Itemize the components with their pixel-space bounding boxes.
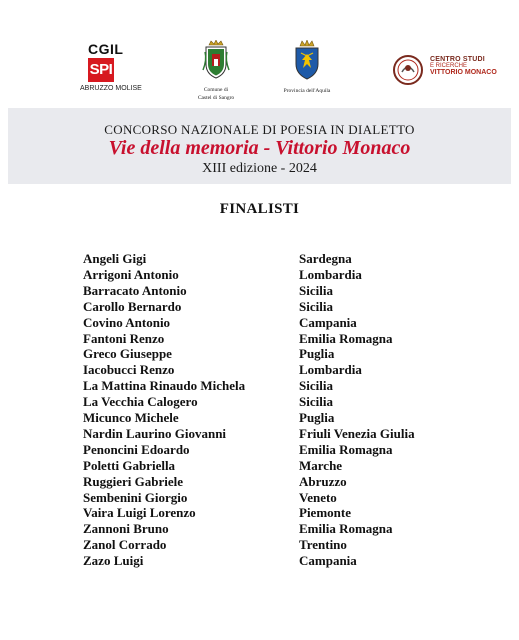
finalist-name: Sembenini Giorgio — [83, 489, 188, 505]
finalist-name: Nardin Laurino Giovanni — [83, 425, 227, 441]
list-item — [0, 521, 519, 537]
finalist-region: Emilia Romagna — [299, 441, 393, 457]
list-item — [0, 378, 519, 394]
comune-caption-2: Castel di Sangro — [197, 95, 235, 101]
logo-strip — [0, 38, 519, 101]
finalist-region: Veneto — [299, 489, 337, 505]
list-item — [0, 283, 519, 299]
provincia-aquila-logo — [278, 40, 336, 94]
finalist-region: Abruzzo — [299, 473, 347, 489]
finalist-region: Emilia Romagna — [299, 330, 393, 346]
finalist-region: Puglia — [299, 410, 335, 425]
finalist-name: Penoncini Edoardo — [83, 441, 190, 457]
centro-studi-logo — [392, 54, 502, 84]
finalist-name: Carollo Bernardo — [83, 298, 182, 314]
finalist-name: Micunco Michele — [83, 410, 179, 425]
finalist-region: Sardegna — [299, 251, 352, 266]
list-item — [0, 426, 519, 442]
list-item — [0, 346, 519, 362]
finalist-region: Lombardia — [299, 362, 362, 378]
title-banner — [8, 108, 511, 184]
finalist-region: Campania — [299, 314, 357, 330]
finalist-name: Zazo Luigi — [83, 553, 144, 569]
cgil-region-label: ABRUZZO MOLISE — [80, 85, 142, 92]
finalist-name: Zanol Corrado — [83, 537, 167, 553]
spi-badge: SPI — [88, 58, 114, 82]
list-item — [0, 505, 519, 521]
cgil-wordmark: CGIL — [88, 41, 124, 57]
cgil-spi-logo — [80, 42, 142, 92]
list-item — [0, 251, 519, 267]
list-item — [0, 553, 519, 569]
finalist-region: Sicilia — [299, 282, 333, 298]
finalist-region: Sicilia — [299, 298, 333, 314]
list-item — [0, 299, 519, 315]
list-item — [0, 394, 519, 410]
list-item — [0, 490, 519, 506]
finalist-name: Iacobucci Renzo — [83, 362, 175, 378]
finalists-heading: FINALISTI — [219, 201, 300, 217]
list-item — [0, 537, 519, 553]
finalist-name: Poletti Gabriella — [83, 457, 176, 473]
finalist-region: Sicilia — [299, 394, 333, 410]
finalist-name: La Vecchia Calogero — [83, 394, 198, 410]
coat-of-arms-icon — [201, 40, 231, 80]
list-item — [0, 458, 519, 474]
centro-studi-line-1: CENTRO STUDI — [430, 56, 485, 63]
list-item — [0, 267, 519, 283]
finalist-region: Sicilia — [299, 378, 333, 394]
finalist-region: Puglia — [299, 346, 335, 362]
finalist-name: Angeli Gigi — [83, 251, 147, 266]
finalist-region: Marche — [299, 457, 343, 473]
centro-studi-line-2: E RICERCHE — [430, 63, 468, 69]
finalist-region: Emilia Romagna — [299, 521, 393, 537]
provincia-crest-icon — [292, 40, 322, 80]
finalist-name: Fantoni Renzo — [83, 330, 165, 346]
comune-caption-1: Comune di — [203, 87, 229, 93]
finalist-region: Friuli Venezia Giulia — [299, 425, 415, 441]
finalist-region: Campania — [299, 553, 357, 569]
finalist-name: Zannoni Bruno — [83, 521, 169, 537]
finalist-region: Trentino — [299, 537, 347, 553]
finalist-name: Ruggieri Gabriele — [83, 473, 184, 489]
finalist-name: Vaira Luigi Lorenzo — [83, 505, 196, 521]
list-item — [0, 362, 519, 378]
finalist-name: Covino Antonio — [83, 314, 171, 330]
contest-subtitle: Vie della memoria - Vittorio Monaco — [108, 137, 411, 159]
finalist-name: La Mattina Rinaudo Michela — [83, 378, 246, 394]
finalist-name: Barracato Antonio — [83, 282, 187, 298]
list-item — [0, 410, 519, 426]
finalist-name: Arrigoni Antonio — [83, 266, 179, 282]
finalist-name: Greco Giuseppe — [83, 346, 172, 362]
comune-castel-di-sangro-logo — [192, 40, 240, 101]
centro-studi-line-3: VITTORIO MONACO — [430, 69, 497, 76]
list-item — [0, 331, 519, 347]
list-item — [0, 474, 519, 490]
centro-studi-emblem-icon — [392, 54, 424, 86]
provincia-caption: Provincia dell'Aquila — [283, 88, 331, 94]
finalist-region: Piemonte — [299, 505, 351, 521]
list-item — [0, 315, 519, 331]
finalist-region: Lombardia — [299, 266, 362, 282]
contest-title: CONCORSO NAZIONALE DI POESIA IN DIALETTO — [104, 122, 415, 137]
list-item — [0, 442, 519, 458]
contest-edition: XIII edizione - 2024 — [202, 161, 317, 176]
